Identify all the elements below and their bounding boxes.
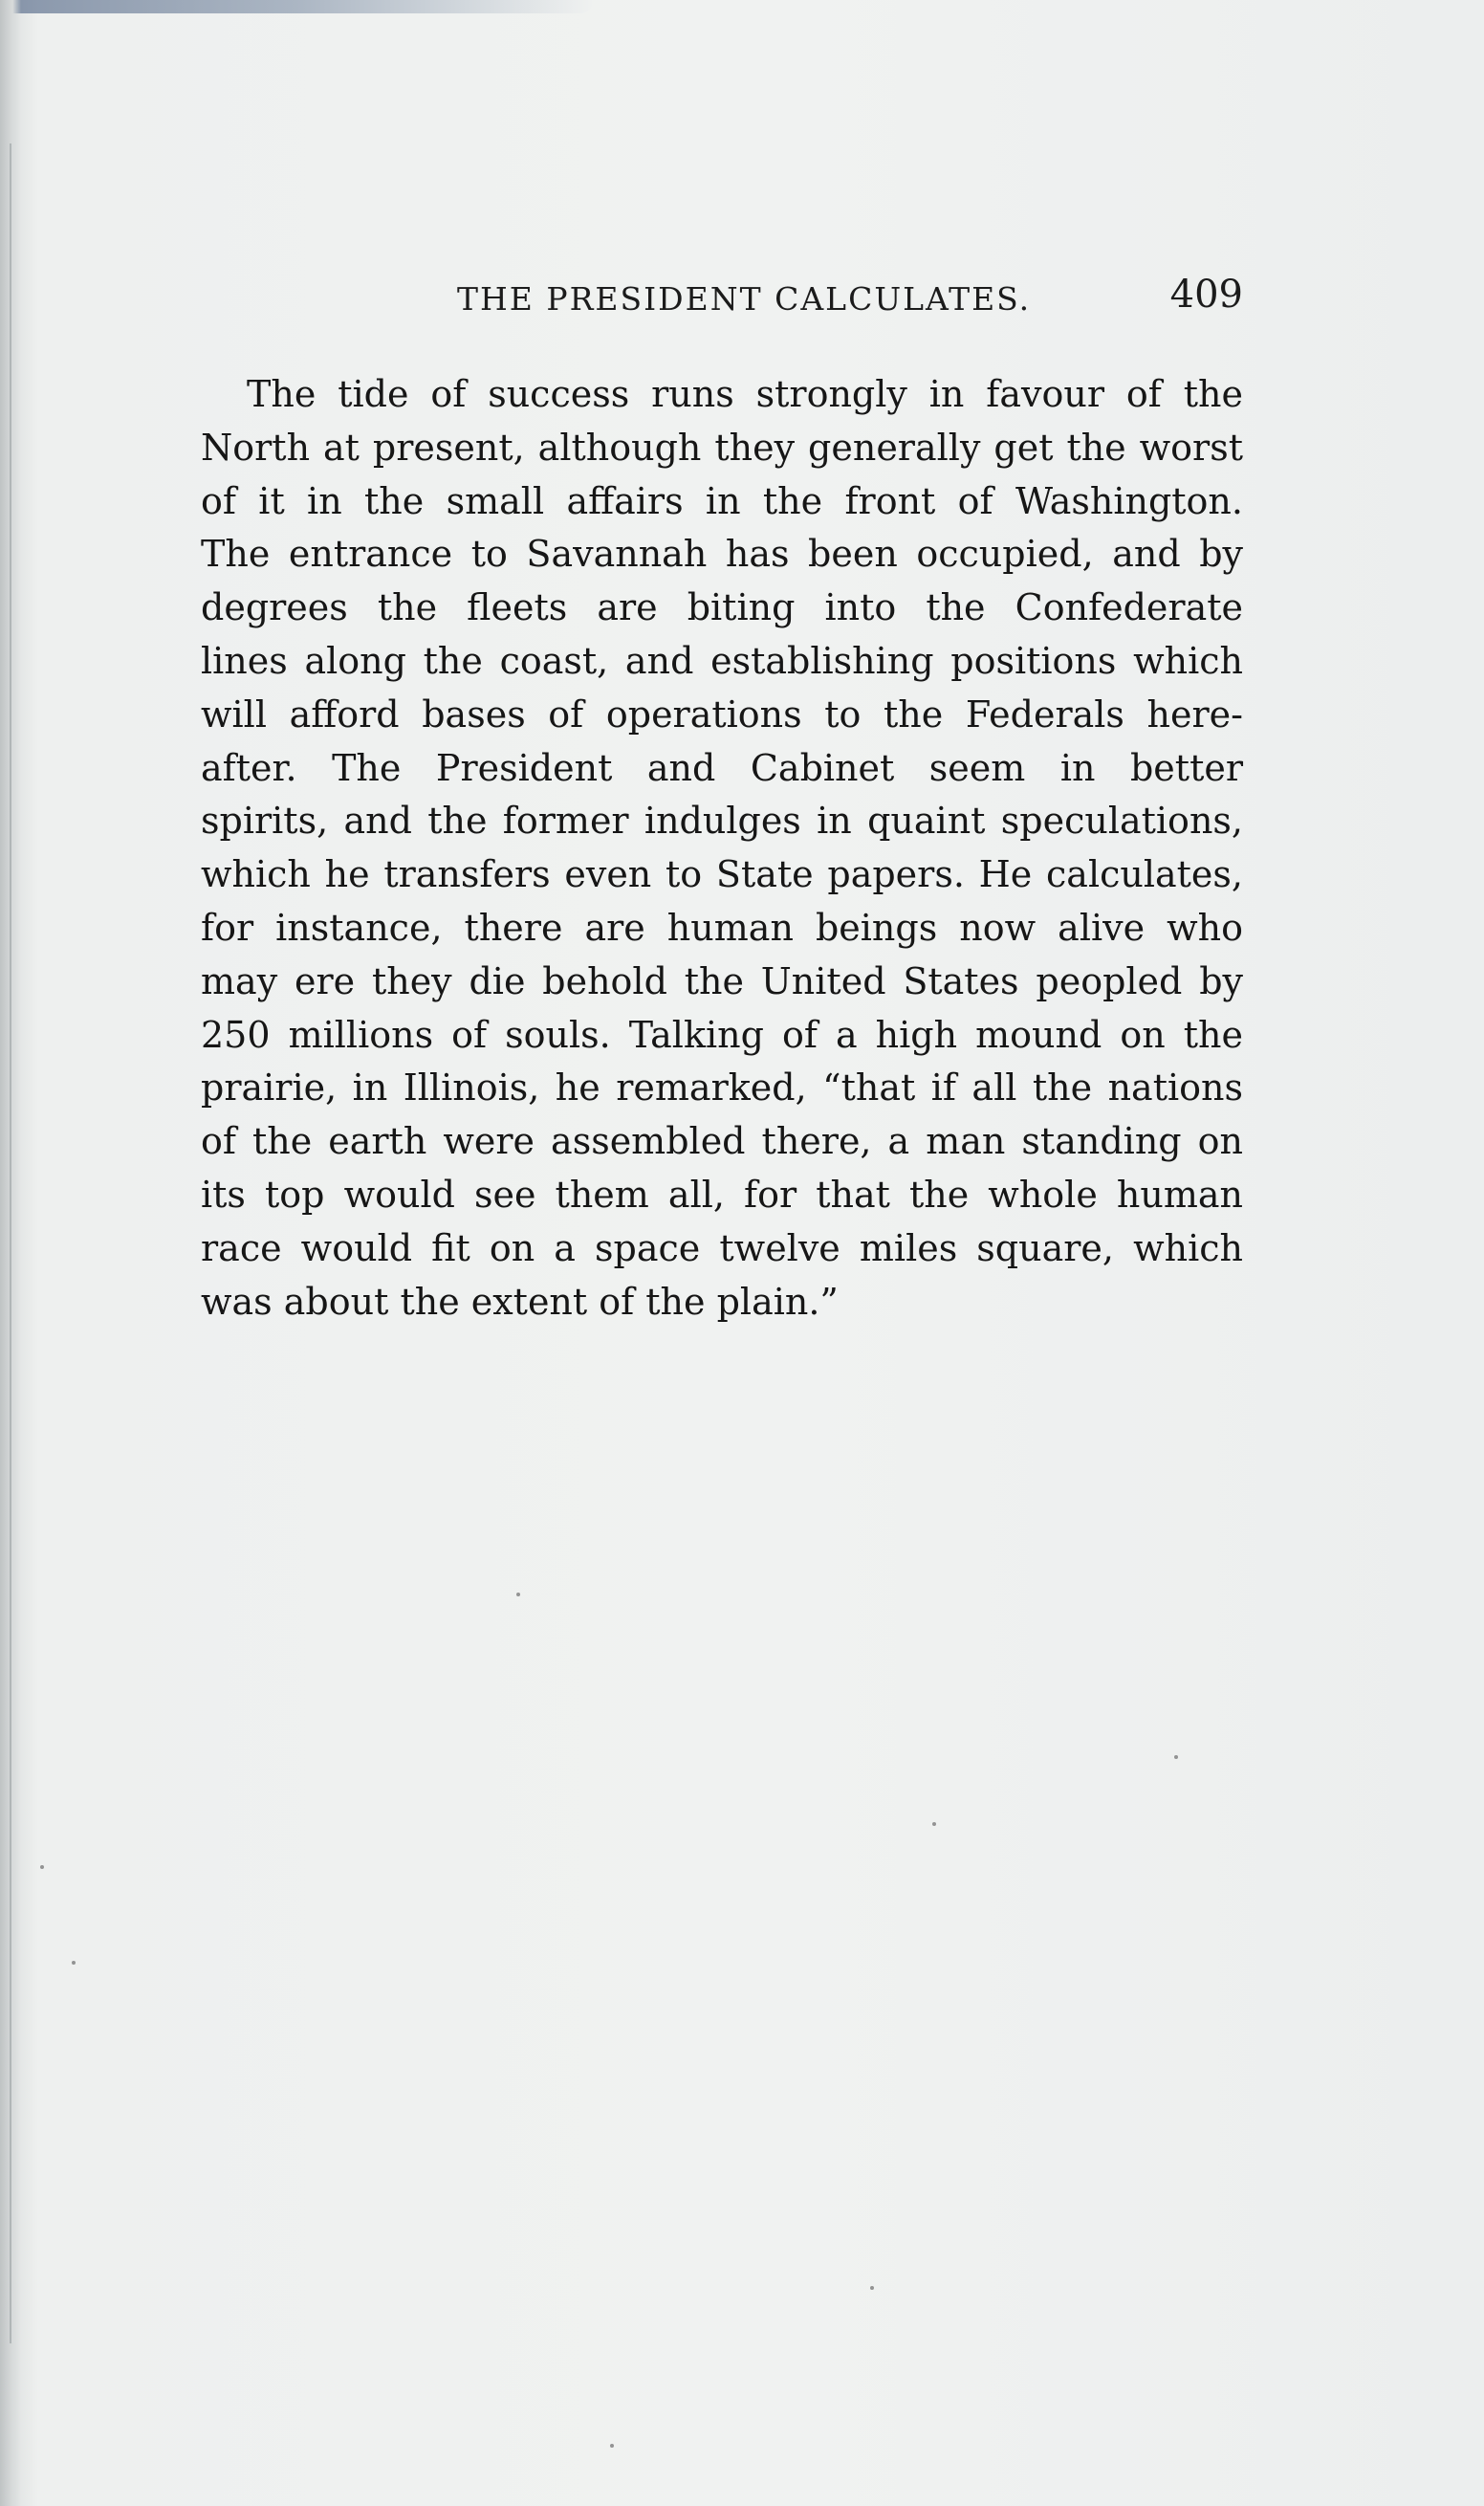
page-header <box>201 273 1243 330</box>
text-line: The entrance to Savannah has been occupied, and by <box>201 533 1243 576</box>
text-line: will afford bases of operations to the Federals here- <box>201 692 1243 736</box>
body-paragraph <box>201 368 1243 1329</box>
paper-speck <box>932 1822 936 1826</box>
text-line: was about the extent of the plain.” <box>201 1280 839 1323</box>
paper-speck <box>1174 1755 1178 1759</box>
paper-speck <box>40 1865 44 1869</box>
text-line: its top would see them all, for that the whole human <box>201 1173 1243 1216</box>
text-line: race would fit on a space twelve miles square, which <box>201 1226 1243 1269</box>
text-line: spirits, and the former indulges in quaint speculations, <box>201 800 1243 843</box>
text-line: of the earth were assembled there, a man standing on <box>201 1120 1243 1163</box>
text-line: which he transfers even to State papers. He calculates, <box>201 853 1243 896</box>
text-line: prairie, in Illinois, he remarked, “that if all the nations <box>201 1066 1243 1110</box>
page-number: 409 <box>1169 273 1243 317</box>
text-line: lines along the coast, and establishing positions which <box>201 639 1243 682</box>
page-edge-shadow <box>0 0 593 13</box>
text-line: degrees the fleets are biting into the Confederate <box>201 586 1243 629</box>
text-line: may ere they die behold the United States peopled by <box>201 959 1243 1002</box>
paper-speck <box>516 1593 520 1596</box>
text-line: of it in the small affairs in the front of Washington. <box>201 479 1243 522</box>
text-line: The tide of success runs strongly in favour of the <box>247 373 1243 415</box>
paper-speck <box>870 2286 874 2290</box>
text-line: North at present, although they generally get the worst <box>201 426 1243 469</box>
text-line: 250 millions of souls. Talking of a high mound on the <box>201 1013 1243 1056</box>
running-title: THE PRESIDENT CALCULATES. <box>457 280 1032 318</box>
text-line: for instance, there are human beings now alive who <box>201 906 1243 949</box>
paper-speck <box>72 1961 76 1965</box>
paper-speck <box>610 2444 614 2448</box>
gutter-line <box>10 143 11 2343</box>
text-line: after. The President and Cabinet seem in better <box>201 746 1243 789</box>
